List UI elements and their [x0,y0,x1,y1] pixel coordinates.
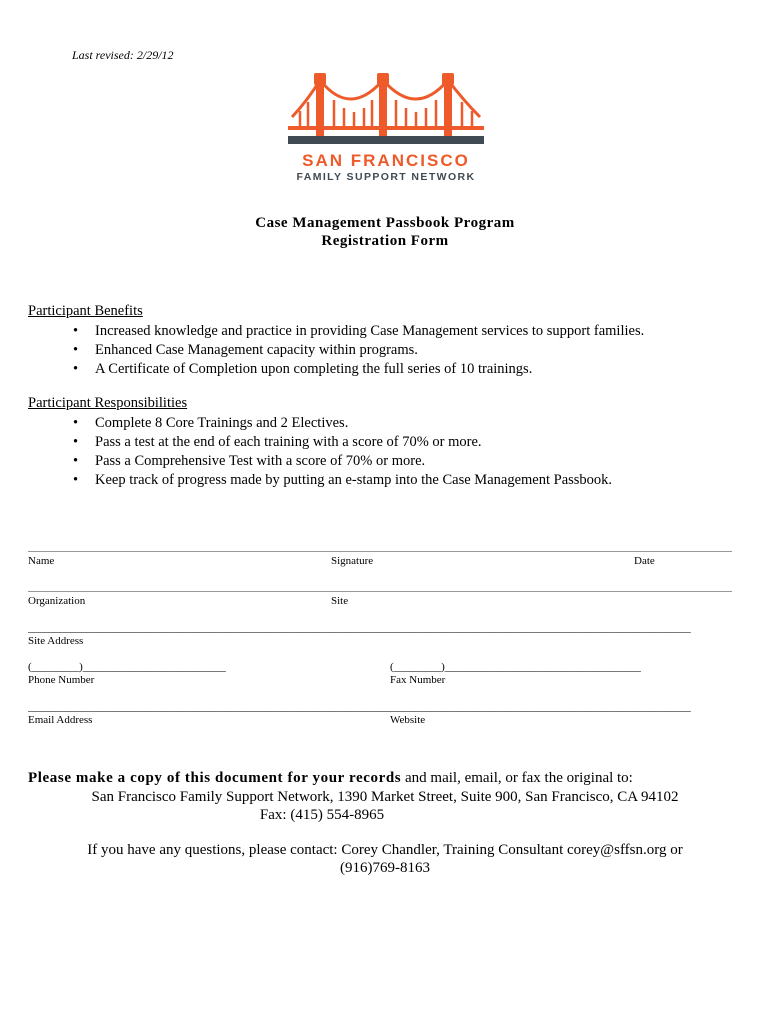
list-item: • Enhanced Case Management capacity within programs. [73,342,418,358]
site-label: Site [331,595,349,607]
fax-number-field[interactable]: (_________)_____________________________________ [390,661,641,673]
phone-number-label: Phone Number [28,674,95,686]
organization-site-line[interactable] [28,591,732,592]
name-label: Name [28,555,55,567]
list-item: • Pass a Comprehensive Test with a score of 70% or more. [73,453,426,469]
last-revised-text: Last revised: 2/29/12 [72,48,174,62]
logo-wordmark-line1: SAN FRANCISCO [302,151,470,170]
signature-label: Signature [331,555,374,567]
mailing-address: San Francisco Family Support Network, 1390 Market Street, Suite 900, San Francisco, CA 94102 [91,789,679,805]
date-label: Date [634,555,655,567]
email-address-label: Email Address [28,714,93,726]
contact-phone: (916)769-8163 [340,860,430,876]
copy-notice [28,770,633,787]
list-item: • Pass a test at the end of each training with a score of 70% or more. [73,434,482,450]
benefits-list [73,322,644,379]
responsibilities-list [73,414,612,490]
form-subtitle: Registration Form [321,233,449,249]
site-address-label: Site Address [28,635,84,647]
copy-notice-bold: Please make a copy of this document for your records [28,770,402,786]
list-item: • Increased knowledge and practice in providing Case Management services to support families. [73,323,645,339]
name-signature-date-line[interactable] [28,551,732,552]
phone-number-field[interactable]: (_________)___________________________ [28,661,226,673]
email-website-field[interactable]: _____________________________________________________________________________________________________________________________ [28,701,691,713]
website-label: Website [390,714,426,726]
list-item: • A Certificate of Completion upon completing the full series of 10 trainings. [73,361,533,377]
contact-text: If you have any questions, please contact: Corey Chandler, Training Consultant corey@sffsn.org or [87,842,683,858]
responsibilities-heading: Participant Responsibilities [28,395,188,411]
logo-wordmark-line2: FAMILY SUPPORT NETWORK [296,171,476,183]
fax-number-text: Fax: (415) 554-8965 [259,807,385,823]
form-title: Case Management Passbook Program [255,215,515,231]
site-address-field[interactable]: _____________________________________________________________________________________________________________________________ [28,622,691,634]
list-item: • Keep track of progress made by putting an e-stamp into the Case Management Passbook. [73,472,613,488]
copy-notice-rest: and mail, email, or fax the original to: [401,770,633,786]
list-item: • Complete 8 Core Trainings and 2 Electives. [73,415,349,431]
benefits-heading: Participant Benefits [28,303,143,319]
fax-number-label: Fax Number [390,674,446,686]
organization-label: Organization [28,595,86,607]
